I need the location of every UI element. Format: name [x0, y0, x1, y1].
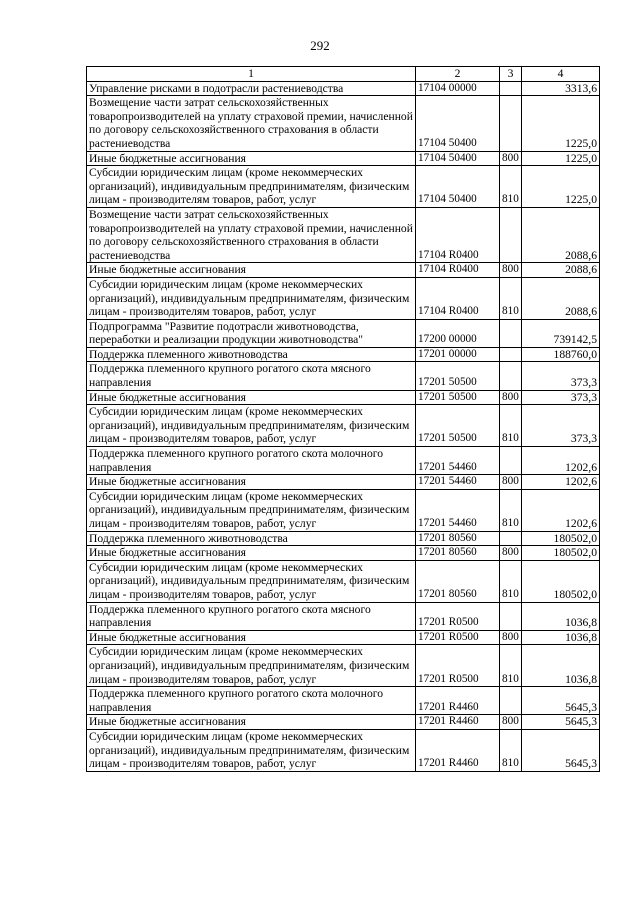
row-code-cell: 17201 54460 — [416, 447, 500, 475]
row-name-cell: Иные бюджетные ассигнования — [87, 475, 416, 490]
table-row — [87, 362, 600, 390]
table-row — [87, 207, 600, 262]
row-code-cell: 17104 R0400 — [416, 277, 500, 319]
row-expense-type-cell: 810 — [500, 645, 522, 687]
row-name-cell: Поддержка племенного крупного рогатого скота молочного направления — [87, 687, 416, 715]
header-col-2: 2 — [416, 67, 500, 82]
row-amount-cell: 1036,8 — [522, 630, 600, 645]
header-col-1: 1 — [87, 67, 416, 82]
row-name-cell: Поддержка племенного крупного рогатого скота молочного направления — [87, 447, 416, 475]
row-code-cell: 17201 R0500 — [416, 630, 500, 645]
row-amount-cell: 1225,0 — [522, 166, 600, 208]
row-name-cell: Субсидии юридическим лицам (кроме некоммерческих организаций), индивидуальным предпринимателям, физическим лицам - производителям товаров, работ, услуг — [87, 729, 416, 771]
row-code-cell: 17201 50500 — [416, 362, 500, 390]
row-amount-cell: 180502,0 — [522, 560, 600, 602]
row-expense-type-cell — [500, 602, 522, 630]
table-row — [87, 447, 600, 475]
row-code-cell: 17201 00000 — [416, 347, 500, 362]
row-expense-type-cell: 800 — [500, 390, 522, 405]
row-name-cell: Поддержка племенного крупного рогатого скота мясного направления — [87, 602, 416, 630]
row-amount-cell: 739142,5 — [522, 319, 600, 347]
row-amount-cell: 373,3 — [522, 390, 600, 405]
table-row — [87, 390, 600, 405]
row-code-cell: 17201 R4460 — [416, 687, 500, 715]
row-expense-type-cell: 800 — [500, 546, 522, 561]
row-expense-type-cell — [500, 207, 522, 262]
row-code-cell: 17104 50400 — [416, 166, 500, 208]
table-row — [87, 277, 600, 319]
row-amount-cell: 180502,0 — [522, 546, 600, 561]
table-row — [87, 151, 600, 166]
row-code-cell: 17200 00000 — [416, 319, 500, 347]
row-expense-type-cell — [500, 81, 522, 96]
row-expense-type-cell: 810 — [500, 166, 522, 208]
row-name-cell: Субсидии юридическим лицам (кроме некоммерческих организаций), индивидуальным предпринимателям, физическим лицам - производителям товаров, работ, услуг — [87, 645, 416, 687]
row-name-cell: Субсидии юридическим лицам (кроме некоммерческих организаций), индивидуальным предпринимателям, физическим лицам - производителям товаров, работ, услуг — [87, 560, 416, 602]
row-code-cell: 17201 R4460 — [416, 729, 500, 771]
row-expense-type-cell — [500, 347, 522, 362]
row-amount-cell: 2088,6 — [522, 207, 600, 262]
row-expense-type-cell: 800 — [500, 263, 522, 278]
table-row — [87, 602, 600, 630]
row-amount-cell: 5645,3 — [522, 687, 600, 715]
row-expense-type-cell — [500, 531, 522, 546]
table-row — [87, 96, 600, 151]
row-name-cell: Иные бюджетные ассигнования — [87, 151, 416, 166]
row-amount-cell: 1036,8 — [522, 602, 600, 630]
table-row — [87, 475, 600, 490]
row-name-cell: Иные бюджетные ассигнования — [87, 390, 416, 405]
row-name-cell: Возмещение части затрат сельскохозяйственных товаропроизводителей на уплату страховой премии, начисленной по договору сельскохозяйственного страхования в области растениеводства — [87, 207, 416, 262]
row-expense-type-cell: 810 — [500, 489, 522, 531]
table-row — [87, 715, 600, 730]
row-expense-type-cell — [500, 362, 522, 390]
row-code-cell: 17201 80560 — [416, 560, 500, 602]
row-expense-type-cell — [500, 447, 522, 475]
row-expense-type-cell: 810 — [500, 405, 522, 447]
row-amount-cell: 1225,0 — [522, 151, 600, 166]
row-name-cell: Субсидии юридическим лицам (кроме некоммерческих организаций), индивидуальным предпринимателям, физическим лицам - производителям товаров, работ, услуг — [87, 166, 416, 208]
row-amount-cell: 3313,6 — [522, 81, 600, 96]
row-name-cell: Иные бюджетные ассигнования — [87, 715, 416, 730]
table-row — [87, 630, 600, 645]
row-expense-type-cell — [500, 687, 522, 715]
row-code-cell: 17201 80560 — [416, 531, 500, 546]
table-row — [87, 645, 600, 687]
row-name-cell: Иные бюджетные ассигнования — [87, 630, 416, 645]
row-amount-cell: 373,3 — [522, 405, 600, 447]
row-code-cell: 17201 54460 — [416, 489, 500, 531]
row-amount-cell: 5645,3 — [522, 729, 600, 771]
row-code-cell: 17104 R0400 — [416, 263, 500, 278]
row-code-cell: 17201 R0500 — [416, 645, 500, 687]
row-code-cell: 17201 R0500 — [416, 602, 500, 630]
budget-table — [86, 66, 600, 772]
table-row — [87, 687, 600, 715]
row-expense-type-cell: 800 — [500, 630, 522, 645]
table-row — [87, 81, 600, 96]
row-expense-type-cell: 800 — [500, 151, 522, 166]
row-code-cell: 17201 50500 — [416, 405, 500, 447]
table-row — [87, 319, 600, 347]
row-expense-type-cell — [500, 319, 522, 347]
row-expense-type-cell: 810 — [500, 729, 522, 771]
row-amount-cell: 373,3 — [522, 362, 600, 390]
row-amount-cell: 2088,6 — [522, 277, 600, 319]
row-code-cell: 17104 50400 — [416, 151, 500, 166]
header-col-4: 4 — [522, 67, 600, 82]
row-amount-cell: 2088,6 — [522, 263, 600, 278]
table-row — [87, 729, 600, 771]
row-code-cell: 17201 80560 — [416, 546, 500, 561]
table-row — [87, 531, 600, 546]
row-code-cell: 17201 54460 — [416, 475, 500, 490]
header-col-3: 3 — [500, 67, 522, 82]
row-expense-type-cell: 800 — [500, 715, 522, 730]
row-name-cell: Субсидии юридическим лицам (кроме некоммерческих организаций), индивидуальным предпринимателям, физическим лицам - производителям товаров, работ, услуг — [87, 405, 416, 447]
row-name-cell: Субсидии юридическим лицам (кроме некоммерческих организаций), индивидуальным предпринимателям, физическим лицам - производителям товаров, работ, услуг — [87, 277, 416, 319]
page-number: 292 — [310, 38, 330, 53]
table-row — [87, 489, 600, 531]
row-name-cell: Поддержка племенного животноводства — [87, 347, 416, 362]
row-expense-type-cell — [500, 96, 522, 151]
row-name-cell: Возмещение части затрат сельскохозяйственных товаропроизводителей на уплату страховой премии, начисленной по договору сельскохозяйственного страхования в области растениеводства — [87, 96, 416, 151]
row-code-cell: 17201 R4460 — [416, 715, 500, 730]
row-amount-cell: 1202,6 — [522, 489, 600, 531]
row-name-cell: Управление рисками в подотрасли растениеводства — [87, 81, 416, 96]
row-amount-cell: 1225,0 — [522, 96, 600, 151]
table-row — [87, 263, 600, 278]
table-row — [87, 546, 600, 561]
row-amount-cell: 1036,8 — [522, 645, 600, 687]
row-expense-type-cell: 810 — [500, 277, 522, 319]
row-name-cell: Иные бюджетные ассигнования — [87, 263, 416, 278]
row-amount-cell: 1202,6 — [522, 447, 600, 475]
row-name-cell: Иные бюджетные ассигнования — [87, 546, 416, 561]
row-amount-cell: 5645,3 — [522, 715, 600, 730]
row-code-cell: 17104 R0400 — [416, 207, 500, 262]
row-code-cell: 17201 50500 — [416, 390, 500, 405]
row-expense-type-cell: 800 — [500, 475, 522, 490]
table-row — [87, 560, 600, 602]
table-row — [87, 347, 600, 362]
row-expense-type-cell: 810 — [500, 560, 522, 602]
row-name-cell: Поддержка племенного крупного рогатого скота мясного направления — [87, 362, 416, 390]
row-code-cell: 17104 50400 — [416, 96, 500, 151]
row-code-cell: 17104 00000 — [416, 81, 500, 96]
row-name-cell: Подпрограмма "Развитие подотрасли животноводства, переработки и реализации продукции животноводства" — [87, 319, 416, 347]
row-amount-cell: 188760,0 — [522, 347, 600, 362]
row-amount-cell: 180502,0 — [522, 531, 600, 546]
table-row — [87, 166, 600, 208]
table-header-row — [87, 67, 600, 82]
row-name-cell: Поддержка племенного животноводства — [87, 531, 416, 546]
row-name-cell: Субсидии юридическим лицам (кроме некоммерческих организаций), индивидуальным предпринимателям, физическим лицам - производителям товаров, работ, услуг — [87, 489, 416, 531]
table-row — [87, 405, 600, 447]
row-amount-cell: 1202,6 — [522, 475, 600, 490]
